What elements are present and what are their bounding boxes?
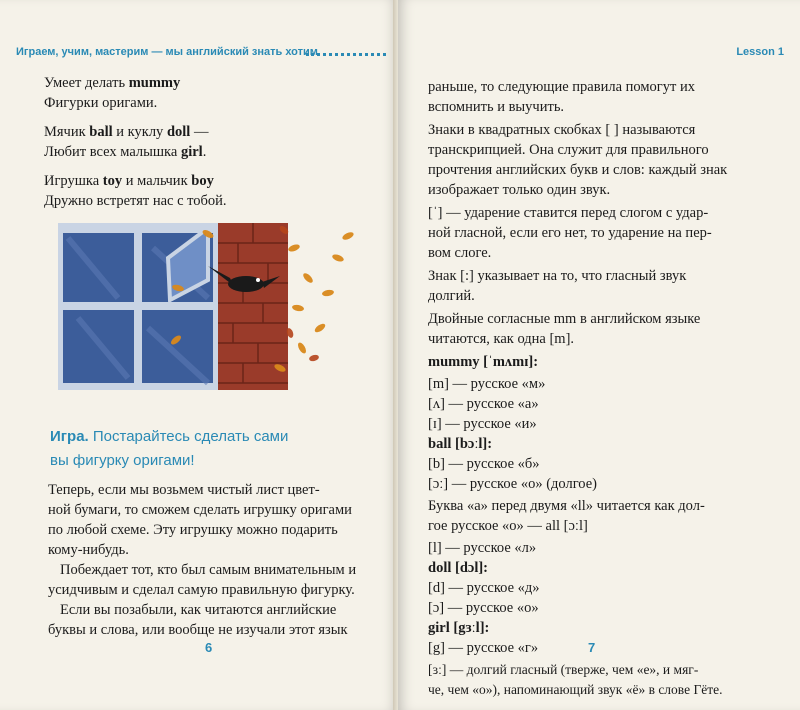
word-ball: ball [bɔːl]: [428,436,493,452]
left-page [0,0,398,710]
text-line: читаются, как одна [m]. [428,331,575,347]
game-instruction: Игра. Постарайтесь сделать сами вы фигурку оригами! [50,428,289,469]
text-line: прочтения английских букв и слов: каждый знак [428,162,728,178]
body-line: буквы и слова, или вообще не изучали этот язык [48,622,348,638]
body-line: по любой схеме. Эту игрушку можно подарить [48,522,338,538]
word-girl: girl [gɜːl]: [428,620,490,636]
right-page [398,0,800,710]
text-line: вом слоге. [428,245,492,261]
body-line: усидчивым и сделал самую правильную фигурку. [48,582,355,598]
text-line: вспомнить и выучить. [428,99,565,115]
text-line: [l] — русское «л» [428,540,537,556]
page-number-right: 7 [588,640,596,655]
text-line: [ɔ] — русское «о» [428,600,539,616]
text-line: [ɔː] — русское «о» (долгое) [428,476,598,492]
text-line: че, чем «о»), напоминающий звук «ё» в слове Гёте. [428,682,723,697]
text-line: [d] — русское «д» [428,580,540,596]
text-line: [ʌ] — русское «а» [428,396,539,412]
header-dots-left [306,53,386,58]
page-number-left: 6 [205,640,213,655]
text-line: Знак [:] указывает на то, что гласный звук [428,268,687,284]
word-mummy: mummy [ˈmʌmɪ]: [428,354,539,370]
text-line: [b] — русское «б» [428,456,540,472]
right-running-header: Lesson 1 [736,46,784,58]
poem-line-1: Умеет делать mummy [44,75,181,91]
body-line: кому-нибудь. [48,542,129,558]
text-line: [ɪ] — русское «и» [428,416,537,432]
body-line: Если вы позабыли, как читаются английские [60,602,337,618]
text-line: [m] — русское «м» [428,376,546,392]
text-line: долгий. [428,288,475,304]
text-line: Буква «а» перед двумя «ll» читается как дол- [428,498,705,514]
body-line: ной бумаги, то сможем сделать игрушку оригами [48,502,352,518]
text-line: [ˈ] — ударение ставится перед слогом с удар- [428,205,709,221]
text-line: Знаки в квадратных скобках [ ] называются [428,122,696,138]
text-line: гое русское «о» — all [ɔːl] [428,518,588,534]
body-line: Теперь, если мы возьмем чистый лист цвет- [48,482,320,498]
poem-line-4: Любит всех малышка girl. [44,144,207,160]
body-line: Побеждает тот, кто был самым внимательным и [60,562,357,578]
poem-line-5: Игрушка toy и мальчик boy [44,173,214,189]
word-doll: doll [dɔl]: [428,560,489,576]
window-bird-illustration [58,218,358,390]
text-line: ной гласной, если его нет, то ударение на пер- [428,225,712,241]
text-line: [ɜː] — долгий гласный (тверже, чем «е», и мяг- [428,662,699,677]
poem-line-3: Мячик ball и куклу doll — [44,124,209,140]
text-line: Двойные согласные mm в английском языке [428,311,701,327]
text-line: транскрипцией. Она служит для правильного [428,142,709,158]
text-line: изображает только один звук. [428,182,611,198]
text-line: раньше, то следующие правила помогут их [428,79,695,95]
poem-line-2: Фигурки оригами. [44,95,158,111]
left-running-header: Играем, учим, мастерим — мы английский знать хотим [16,46,318,58]
poem-line-6: Дружно встретят нас с тобой. [44,193,227,209]
text-line: [g] — русское «г» [428,640,539,656]
